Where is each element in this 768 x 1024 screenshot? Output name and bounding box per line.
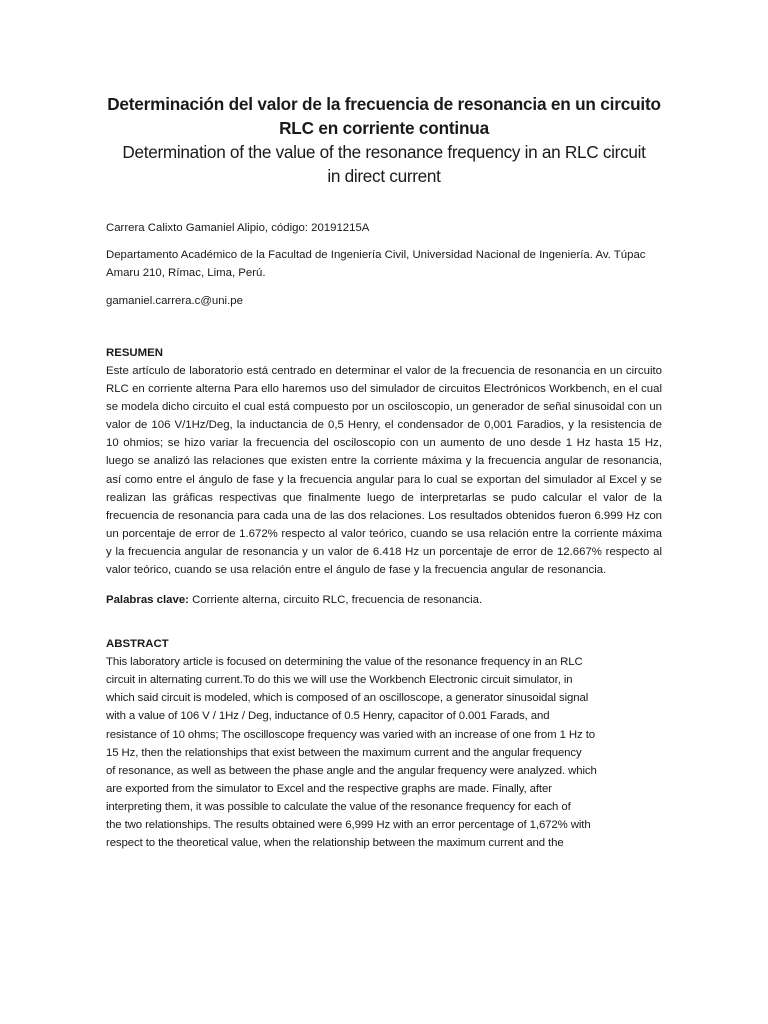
abstract-line: of resonance, as well as between the phase angle and the angular frequency were analyzed. which bbox=[106, 764, 597, 777]
abstract-line: respect to the theoretical value, when the relationship between the maximum current and the bbox=[106, 837, 564, 850]
title-spanish-line-1: Determinación del valor de la frecuencia de resonancia en un circuito bbox=[107, 94, 661, 114]
abstract-line: resistance of 10 ohms; The oscilloscope frequency was varied with an increase of one from 1 Hz to bbox=[106, 728, 595, 741]
abstract-line: 15 Hz, then the relationships that exist between the maximum current and the angular frequency bbox=[106, 746, 582, 759]
keywords-label: Palabras clave: bbox=[106, 594, 189, 607]
title-spanish-line-2: RLC en corriente continua bbox=[279, 118, 489, 138]
keywords-text: Corriente alterna, circuito RLC, frecuencia de resonancia. bbox=[192, 594, 483, 607]
abstract-line: with a value of 106 V / 1Hz / Deg, inductance of 0.5 Henry, capacitor of 0.001 Farads, and bbox=[106, 710, 550, 723]
author-line: Carrera Calixto Gamaniel Alipio, código: 20191215A bbox=[106, 222, 370, 234]
abstract-line: This laboratory article is focused on determining the value of the resonance frequency in an RLC bbox=[106, 656, 583, 669]
page-content bbox=[106, 92, 662, 852]
abstract-line: the two relationships. The results obtained were 6,999 Hz with an error percentage of 1,672% with bbox=[106, 818, 591, 831]
resumen-text: Este artículo de laboratorio está centrado en determinar el valor de la frecuencia de resonancia en un circuito RLC en corriente alterna Para ello haremos uso del simulador de circuitos Electrónicos Workbench, en el cual se modela dicho circuito el cual está compuesto por un osciloscopio, un generador de señal sinusoidal con un valor de 106 V/1Hz/Deg, la inductancia de 0,5 Henry, el condensador de 0,001 Faradios, y la resistencia de 10 ohmios; se hizo variar la frecuencia del osciloscopio con un aumento de uno desde 1 Hz hasta 15 Hz, luego se analizó las relaciones que existen entre la corriente máxima y la frecuencia angular de resonancia, así como entre el ángulo de fase y la frecuencia angular para lo cual se exportan del simulador al Excel y se realizan las gráficas respectivas que finalmente luego de interpretarlas se pudo calcular el valor de la frecuencia de resonancia para cada una de las dos relaciones. Los resultados obtenidos fueron 6.999 Hz con un porcentaje de error de 1.672% respecto al valor teórico, cuando se usa relación entre la corriente máxima y la frecuencia angular de resonancia y un valor de 6.418 Hz un porcentaje de error de 12.667% respecto al valor teórico, cuando se usa relación entre el ángulo de fase y la frecuencia angular de resonancia. bbox=[106, 365, 662, 577]
abstract-text bbox=[106, 653, 662, 852]
abstract-heading: ABSTRACT bbox=[106, 638, 169, 651]
keywords-line bbox=[106, 591, 662, 609]
abstract-line: are exported from the simulator to Excel and the respective graphs are made. Finally, after bbox=[106, 782, 552, 795]
title-english-line-1: Determination of the value of the resonance frequency in an RLC circuit bbox=[122, 142, 646, 162]
title-english bbox=[106, 140, 662, 188]
abstract-line: interpreting them, it was possible to calculate the value of the resonance frequency for each of bbox=[106, 800, 571, 813]
resumen-heading: RESUMEN bbox=[106, 347, 163, 359]
abstract-line: circuit in alternating current.To do this we will use the Workbench Electronic circuit simulator, in bbox=[106, 674, 573, 687]
title-spanish bbox=[106, 92, 662, 140]
abstract-line: which said circuit is modeled, which is composed of an oscilloscope, a generator sinusoidal signal bbox=[106, 692, 589, 705]
author-email[interactable]: gamaniel.carrera.c@uni.pe bbox=[106, 295, 243, 307]
title-english-line-2: in direct current bbox=[327, 166, 441, 186]
affiliation: Departamento Académico de la Facultad de Ingeniería Civil, Universidad Nacional de Ingeniería. Av. Túpac Amaru 210, Rímac, Lima, Perú. bbox=[106, 249, 646, 279]
